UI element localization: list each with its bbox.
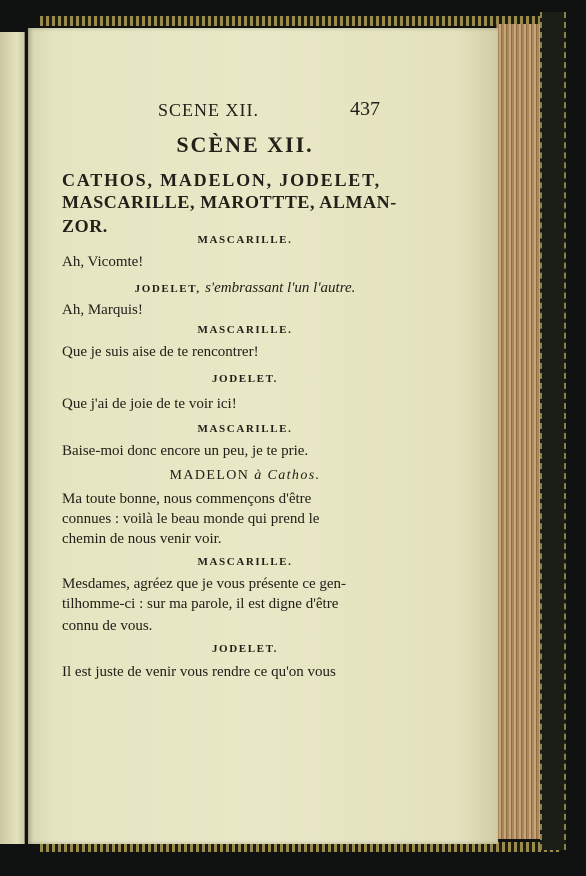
scene-title: SCÈNE XII.: [176, 132, 314, 157]
facing-page-edge: [0, 32, 25, 844]
dialogue-line: Que je suis aise de te rencontrer!: [62, 344, 259, 360]
dialogue-line: connu de vous.: [62, 618, 153, 634]
speaker-name: MASCARILLE.: [197, 423, 293, 435]
cast-line-1: CATHOS, MADELON, JODELET,: [62, 170, 381, 190]
dialogue-line: Ah, Marquis!: [62, 302, 143, 318]
speaker-name: JODELET.: [211, 643, 279, 655]
running-head: SCENE XII.: [158, 100, 259, 120]
dialogue-line: Ah, Vicomte!: [62, 254, 144, 270]
dialogue-line: tilhomme-ci : sur ma parole, il est digne d'être: [62, 596, 339, 612]
speaker-name: MADELON: [169, 468, 250, 483]
speaker-name: JODELET,: [134, 283, 201, 295]
speaker-name: JODELET.: [211, 373, 279, 385]
dialogue-line: Ma toute bonne, nous commençons d'être: [62, 491, 312, 507]
speaker-name: MASCARILLE.: [197, 324, 293, 336]
dialogue-line: chemin de nous venir voir.: [62, 531, 222, 547]
stage-direction: à Cathos.: [254, 468, 321, 483]
speaker-with-direction: [28, 468, 462, 484]
dialogue-line: Il est juste de venir vous rendre ce qu'on vous: [62, 664, 336, 680]
cover-top-edge: [40, 16, 560, 26]
page-block-edges: [496, 24, 545, 839]
dialogue-line: Baise-moi donc encore un peu, je te prie.: [62, 443, 309, 459]
dialogue-line: Que j'ai de joie de te voir ici!: [62, 396, 237, 412]
page-number: 437: [350, 98, 380, 120]
book-cover-edge: [540, 12, 566, 850]
dialogue-line: Mesdames, agréez que je vous présente ce gen-: [62, 576, 347, 592]
speaker-name: MASCARILLE.: [197, 234, 293, 246]
cast-line-2: MASCARILLE, MAROTTTE, ALMAN-: [62, 192, 397, 212]
speaker-with-direction: [28, 280, 462, 297]
dialogue-line: connues : voilà le beau monde qui prend le: [62, 511, 320, 527]
stage-direction: s'embrassant l'un l'autre.: [205, 280, 356, 296]
book-page: [28, 28, 498, 844]
speaker-name: MASCARILLE.: [197, 556, 293, 568]
cast-line-3: ZOR.: [62, 216, 108, 236]
